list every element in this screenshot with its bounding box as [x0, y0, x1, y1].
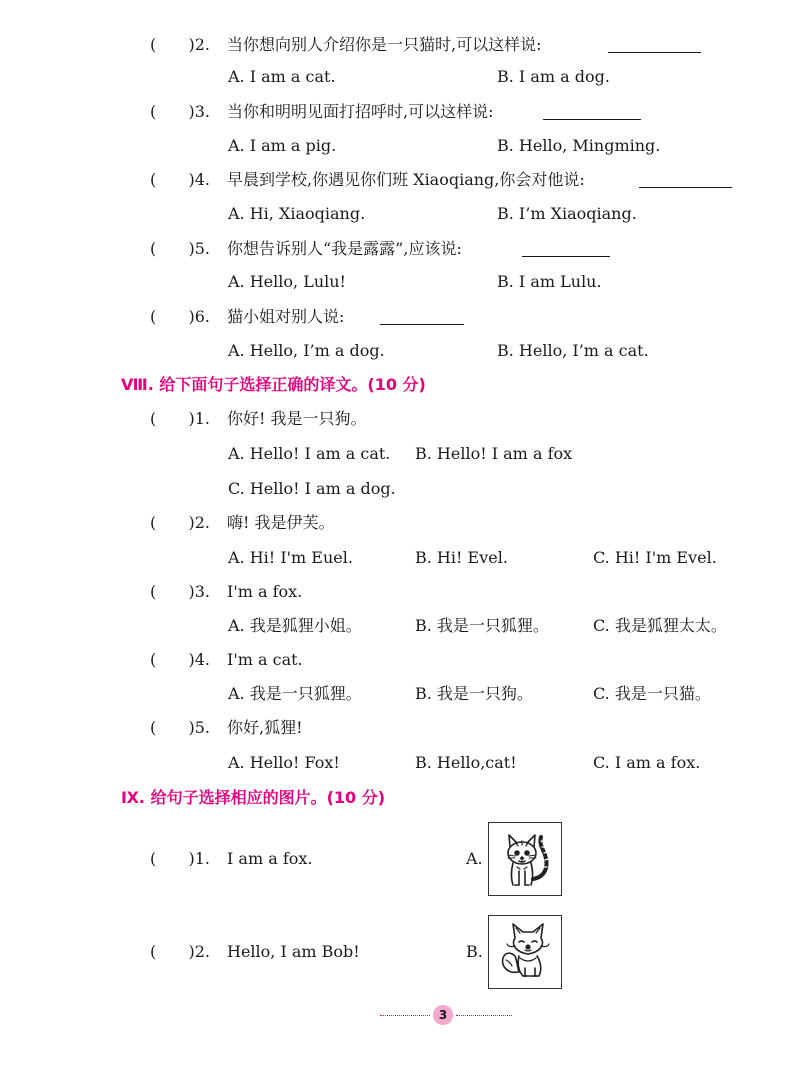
answer-blank[interactable]	[608, 51, 701, 53]
option-a: A. Hello! Fox!	[228, 753, 340, 772]
question-number: )1.	[188, 849, 210, 868]
paren: (	[150, 102, 157, 121]
question-number: )5.	[188, 718, 210, 737]
section-viii-heading: Ⅷ. 给下面句子选择正确的译文。(10 分)	[121, 375, 426, 394]
option-a: A. I am a cat.	[228, 67, 336, 86]
question-text: 当你想向别人介绍你是一只猫时,可以这样说:	[227, 35, 542, 54]
question-text: 你想告诉别人“我是露露”,应该说:	[227, 239, 462, 258]
answer-blank[interactable]	[543, 118, 641, 120]
option-a: A. I am a pig.	[228, 136, 337, 155]
question-text: 猫小姐对别人说:	[227, 307, 345, 326]
question-text: I am a fox.	[227, 849, 313, 868]
option-b: B. I am Lulu.	[497, 272, 602, 291]
question-number: )4.	[188, 650, 210, 669]
option-b: B. Hello, I’m a cat.	[497, 341, 649, 360]
question-text: 你好! 我是一只狗。	[227, 409, 367, 428]
question-number: )5.	[188, 239, 210, 258]
footer-dotted-line-right	[456, 1015, 512, 1016]
option-b: B. Hi! Evel.	[415, 548, 508, 567]
answer-blank[interactable]	[639, 186, 732, 188]
option-a: A. 我是一只狐狸。	[228, 684, 362, 703]
question-number: )2.	[188, 942, 210, 961]
picture-label-a: A.	[466, 849, 483, 868]
question-number: )1.	[188, 409, 210, 428]
option-c: C. 我是狐狸太太。	[593, 616, 727, 635]
page-number: 3	[433, 1005, 453, 1025]
option-b: B. Hello, Mingming.	[497, 136, 661, 155]
option-b: B. 我是一只狗。	[415, 684, 533, 703]
question-number: )2.	[188, 35, 210, 54]
answer-blank[interactable]	[522, 255, 610, 257]
option-c: C. I am a fox.	[593, 753, 701, 772]
question-number: )2.	[188, 513, 210, 532]
paren: (	[150, 582, 157, 601]
question-number: )4.	[188, 170, 210, 189]
option-c: C. Hello! I am a dog.	[228, 479, 396, 498]
option-b: B. 我是一只狐狸。	[415, 616, 549, 635]
paren: (	[150, 718, 157, 737]
question-number: )3.	[188, 582, 210, 601]
paren: (	[150, 239, 157, 258]
question-text: I'm a fox.	[227, 582, 303, 601]
paren: (	[150, 650, 157, 669]
option-a: A. Hi, Xiaoqiang.	[228, 204, 366, 223]
question-number: )6.	[188, 307, 210, 326]
paren: (	[150, 513, 157, 532]
option-c: C. 我是一只猫。	[593, 684, 711, 703]
cat-icon	[489, 823, 561, 895]
paren: (	[150, 170, 157, 189]
option-b: B. I’m Xiaoqiang.	[497, 204, 637, 223]
question-text: 你好,狐狸!	[227, 718, 303, 737]
option-b: B. Hello! I am a fox	[415, 444, 573, 463]
footer-dotted-line-left	[380, 1015, 430, 1016]
paren: (	[150, 35, 157, 54]
fox-picture[interactable]	[488, 915, 562, 989]
question-text: 嗨! 我是伊芙。	[227, 513, 335, 532]
question-text: Hello, I am Bob!	[227, 942, 360, 961]
option-b: B. Hello,cat!	[415, 753, 517, 772]
option-a: A. Hello, Lulu!	[228, 272, 346, 291]
option-c: C. Hi! I'm Evel.	[593, 548, 717, 567]
option-a: A. 我是狐狸小姐。	[228, 616, 362, 635]
option-b: B. I am a dog.	[497, 67, 610, 86]
picture-label-b: B.	[466, 942, 483, 961]
option-a: A. Hello, I’m a dog.	[228, 341, 385, 360]
cat-picture[interactable]	[488, 822, 562, 896]
question-number: )3.	[188, 102, 210, 121]
option-a: A. Hi! I'm Euel.	[228, 548, 353, 567]
question-text: I'm a cat.	[227, 650, 303, 669]
paren: (	[150, 409, 157, 428]
paren: (	[150, 307, 157, 326]
question-text: 当你和明明见面打招呼时,可以这样说:	[227, 102, 494, 121]
option-a: A. Hello! I am a cat.	[228, 444, 391, 463]
paren: (	[150, 849, 157, 868]
fox-icon	[489, 916, 561, 988]
answer-blank[interactable]	[380, 323, 464, 325]
paren: (	[150, 942, 157, 961]
question-text: 早晨到学校,你遇见你们班 Xiaoqiang,你会对他说:	[227, 170, 585, 189]
section-ix-heading: Ⅸ. 给句子选择相应的图片。(10 分)	[121, 788, 386, 807]
